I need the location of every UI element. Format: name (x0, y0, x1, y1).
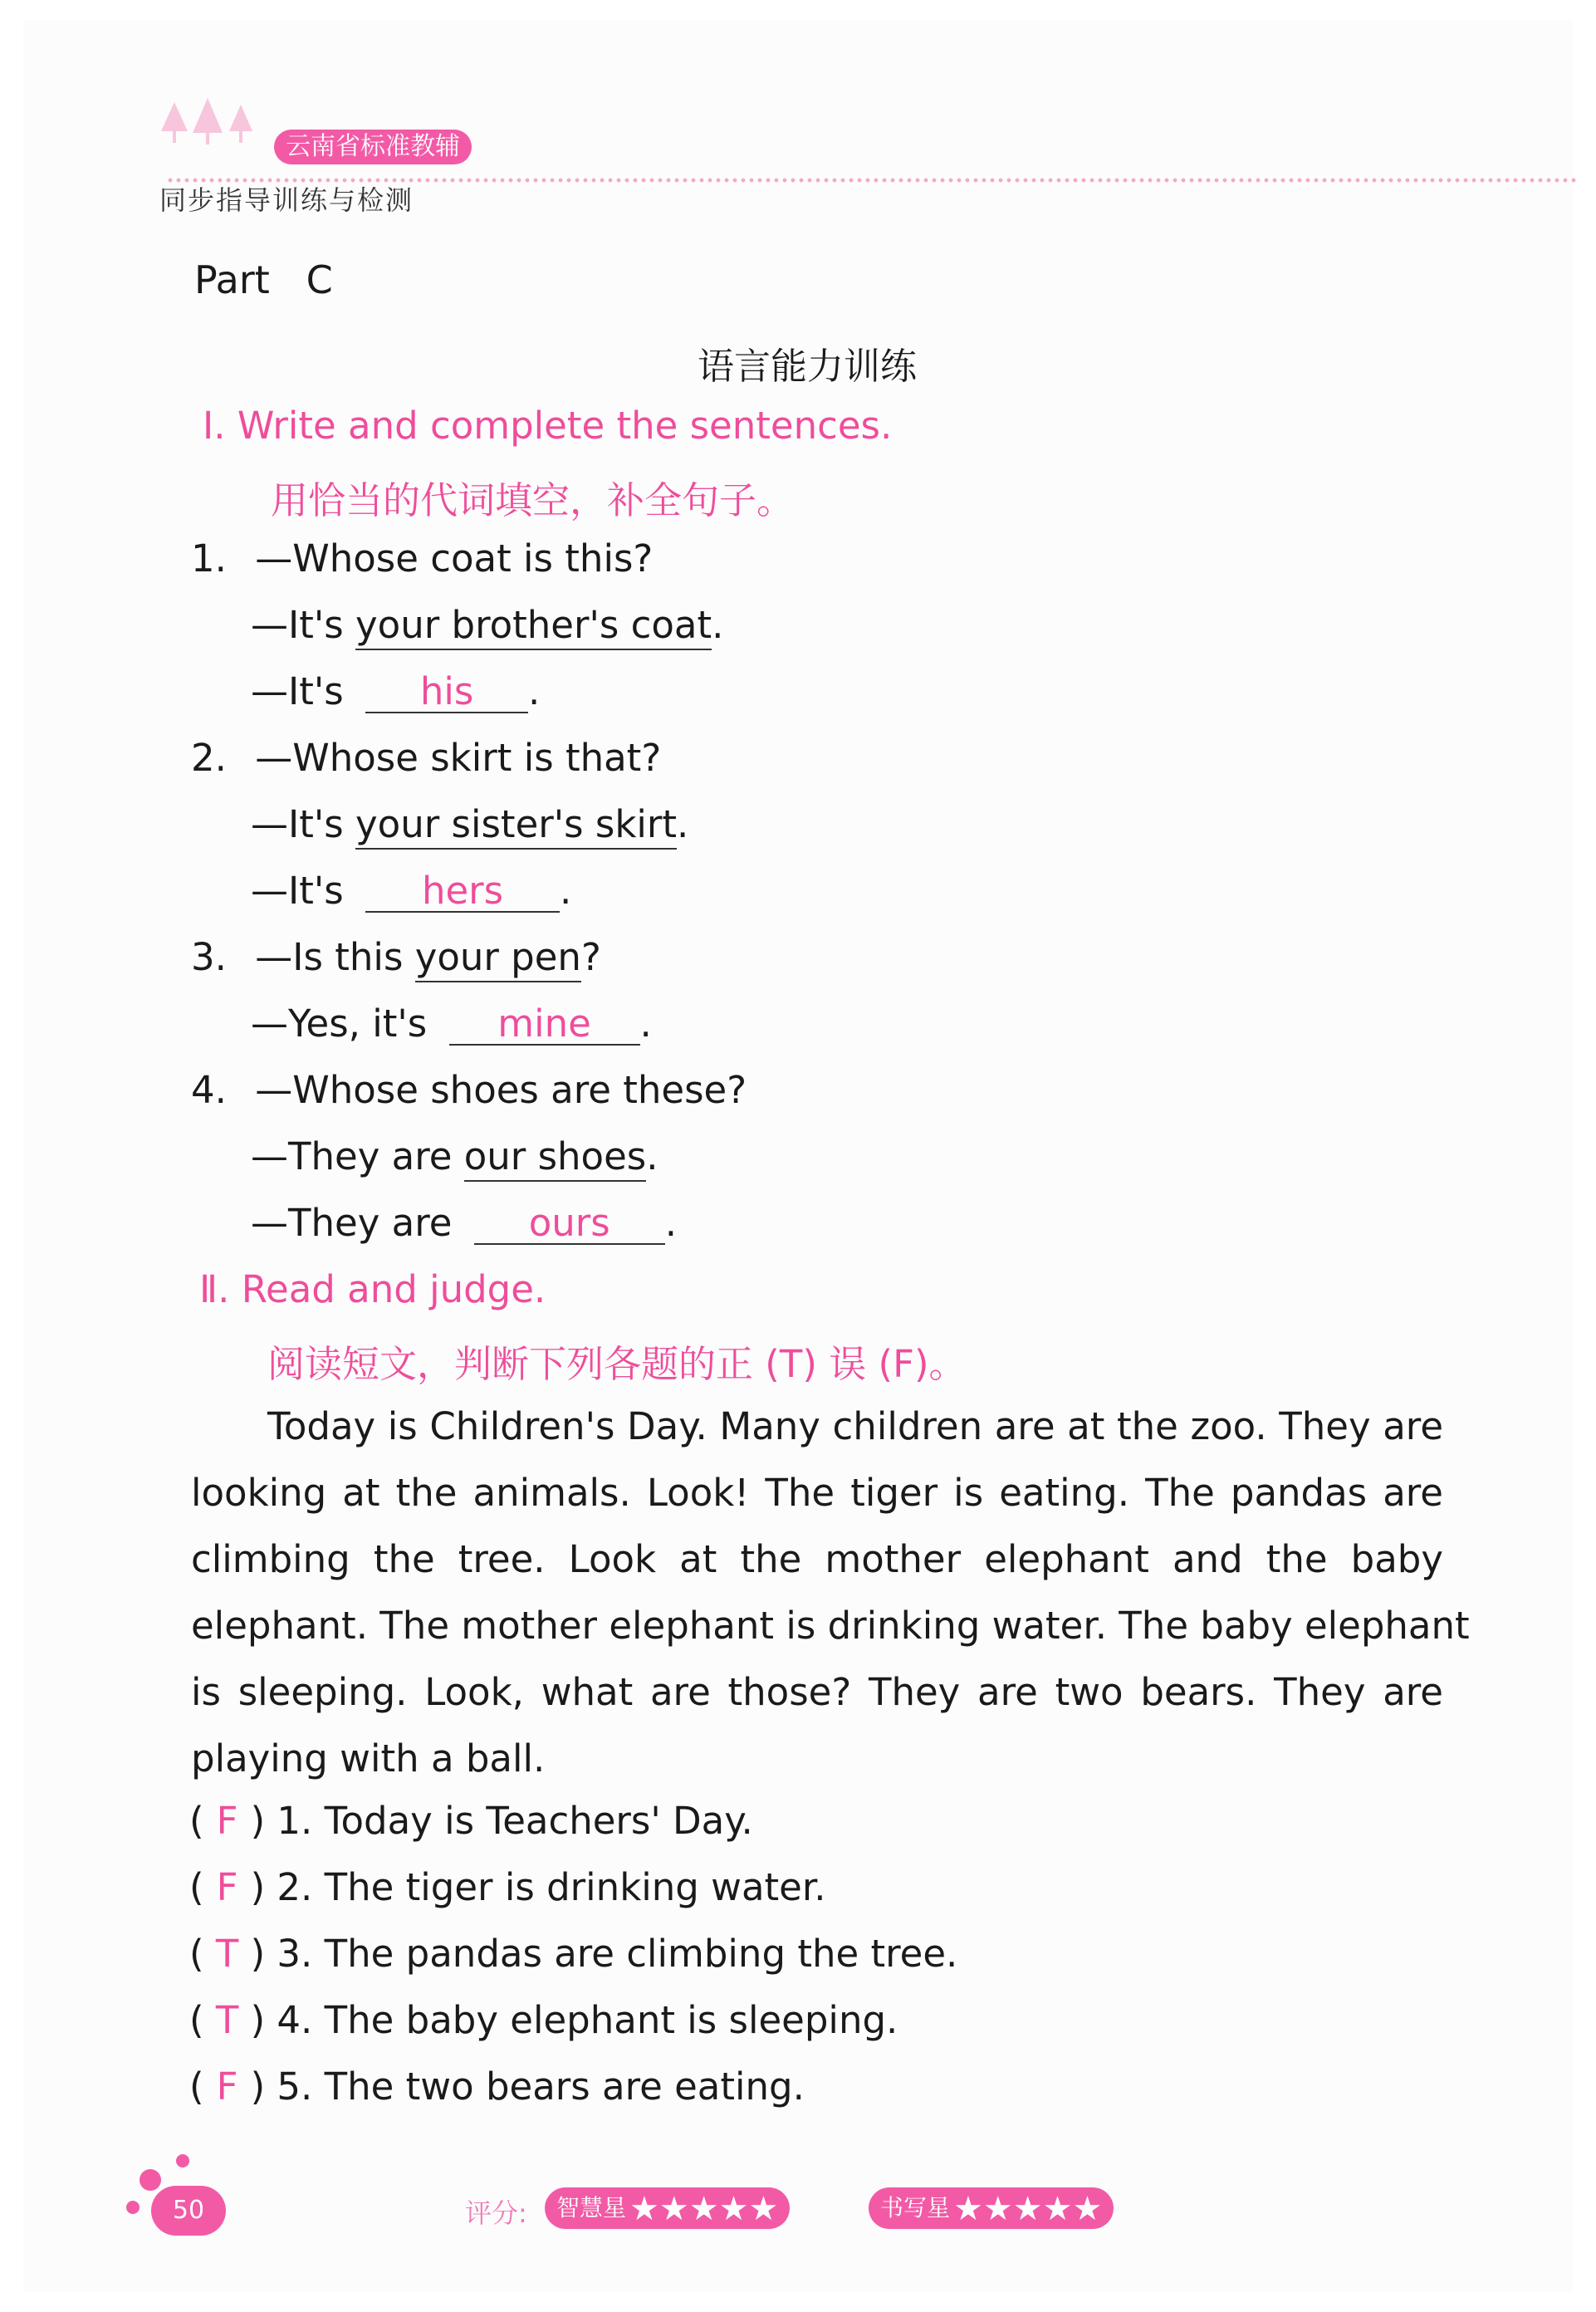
judgement-text: ) 2. The tiger is drinking water. (250, 1865, 826, 1909)
q1-answer-suffix: . (712, 603, 724, 647)
stars-icon[interactable]: ★★★★★ (953, 2190, 1103, 2228)
q4-answer-suffix: . (646, 1134, 658, 1178)
book-subtitle: 同步指导训练与检测 (159, 184, 414, 216)
bubble-decoration-icon (176, 2154, 189, 2168)
passage-row: Today is Children's Day. Many children are at the zoo. They are (267, 1404, 1443, 1448)
q3-completion-prefix: —Yes, it's (251, 1002, 428, 1046)
passage-row: elephant. The mother elephant is drinking water. The baby elephant (191, 1604, 1470, 1648)
q1-completion-prefix: —It's (251, 669, 344, 713)
judgement-row: ( T ) 3. The pandas are climbing the tree. (189, 1932, 958, 1976)
q4-question-line (191, 1068, 747, 1112)
judgement-answer[interactable]: T (215, 1932, 239, 1976)
section2-heading: Ⅱ. Read and judge. (199, 1267, 546, 1311)
judgement-text: ) 5. The two bears are eating. (250, 2065, 805, 2109)
judgement-text: ) 4. The baby elephant is sleeping. (250, 1998, 898, 2042)
q2-answer-line (251, 802, 688, 846)
section-title: 语言能力训练 (698, 345, 917, 388)
judgement-answer[interactable]: T (215, 1998, 239, 2042)
reading-passage (191, 1394, 1470, 1792)
q4-underlined-phrase: our shoes (464, 1134, 647, 1182)
q3-completion-line: —Yes, it's mine . (251, 1002, 652, 1046)
q4-completion-prefix: —They are (251, 1201, 453, 1245)
section1-subheading: 用恰当的代词填空，补全句子。 (271, 478, 795, 522)
stars-icon[interactable]: ★★★★★ (629, 2190, 779, 2228)
q3-underlined-phrase: your pen (415, 935, 581, 982)
judgement-text: ) 1. Today is Teachers' Day. (250, 1799, 753, 1843)
wisdom-star-rating (545, 2187, 790, 2229)
part-title: Part C (194, 257, 333, 302)
judgement-answer[interactable]: F (216, 1799, 238, 1843)
judgement-row: ( F ) 5. The two bears are eating. (189, 2065, 805, 2109)
q1-question: —Whose coat is this? (255, 536, 654, 580)
rating-label: 智慧星 (556, 2194, 627, 2221)
q2-underlined-phrase: your sister's skirt (355, 802, 677, 850)
passage-row: is sleeping. Look, what are those? They are two bears. They are (191, 1670, 1443, 1714)
q4-answer-blank[interactable]: ours (474, 1203, 665, 1245)
q3-question-line (191, 935, 601, 979)
q3-answer-blank[interactable]: mine (449, 1004, 640, 1046)
q2-answer-prefix: —It's (251, 802, 356, 846)
judgement-answer[interactable]: F (216, 2065, 238, 2109)
q1-answer-prefix: —It's (251, 603, 356, 647)
q1-answer-blank[interactable]: his (365, 672, 528, 713)
series-banner: 云南省标准教辅 (274, 130, 472, 164)
q4-question: —Whose shoes are these? (255, 1068, 747, 1112)
q4-answer-line (251, 1134, 658, 1178)
q4-completion-line: —They are ours . (251, 1201, 678, 1245)
rating-label: 书写星 (880, 2194, 951, 2221)
q2-number: 2. (191, 736, 227, 780)
section1-heading: Ⅰ. Write and complete the sentences. (203, 404, 893, 448)
passage-row: looking at the animals. Look! The tiger is eating. The pandas are (191, 1471, 1443, 1515)
q2-completion-prefix: —It's (251, 869, 344, 913)
judgement-row: ( F ) 2. The tiger is drinking water. (189, 1865, 826, 1909)
q1-completion-line: —It's his . (251, 669, 541, 713)
q2-question-line (191, 736, 661, 780)
score-label: 评分: (465, 2197, 527, 2229)
q1-number: 1. (191, 536, 227, 580)
q2-question: —Whose skirt is that? (255, 736, 662, 780)
judgement-text: ) 3. The pandas are climbing the tree. (250, 1932, 958, 1976)
q4-answer-prefix: —They are (251, 1134, 464, 1178)
q1-answer-line (251, 603, 723, 647)
q4-number: 4. (191, 1068, 227, 1112)
q3-number: 3. (191, 935, 227, 979)
bubble-decoration-icon (140, 2169, 161, 2191)
bubble-decoration-icon (126, 2201, 140, 2214)
page-number: 50 (151, 2186, 226, 2236)
section2-subheading: 阅读短文，判断下列各题的正 (T) 误 (F)。 (267, 1342, 967, 1386)
q1-underlined-phrase: your brother's coat (355, 603, 712, 650)
passage-row: climbing the tree. Look at the mother elephant and the baby (191, 1537, 1443, 1581)
q2-answer-suffix: . (677, 802, 689, 846)
judgement-answer[interactable]: F (216, 1865, 238, 1909)
q1-question-line (191, 536, 653, 580)
judgement-row: ( F ) 1. Today is Teachers' Day. (189, 1799, 753, 1843)
tree-decoration-icon (158, 98, 274, 148)
q3-question-prefix: —Is this (255, 935, 415, 979)
q2-answer-blank[interactable]: hers (365, 871, 560, 913)
passage-row: playing with a ball. (191, 1736, 546, 1781)
q3-question-suffix: ? (580, 935, 601, 979)
writing-star-rating (869, 2187, 1114, 2229)
judgement-row: ( T ) 4. The baby elephant is sleeping. (189, 1998, 898, 2042)
q2-completion-line: —It's hers . (251, 869, 572, 913)
